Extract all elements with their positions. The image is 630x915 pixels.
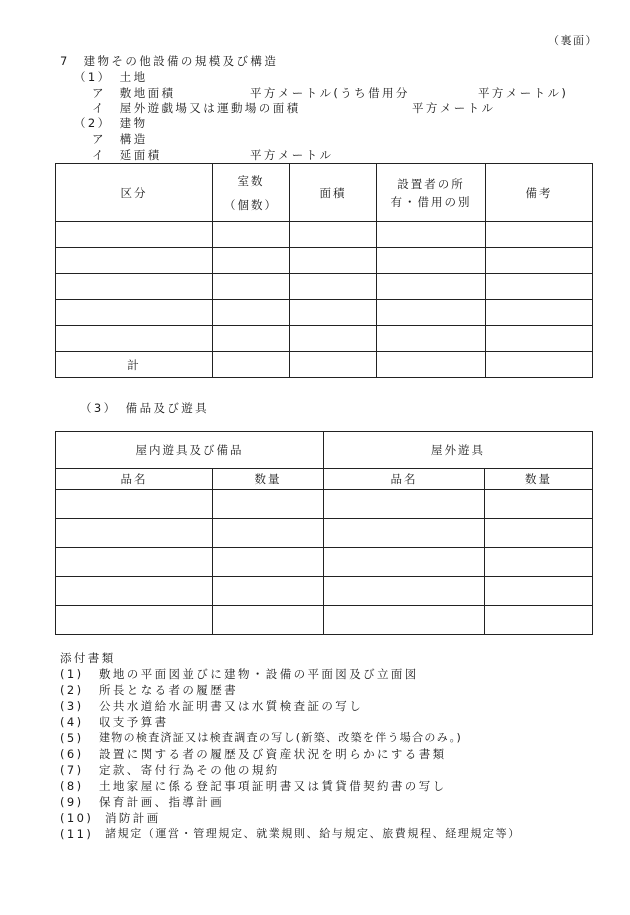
item-number: (3) xyxy=(60,699,84,713)
list-item xyxy=(60,763,620,779)
input-cell[interactable] xyxy=(486,300,593,326)
input-cell[interactable] xyxy=(486,326,593,352)
table-row xyxy=(56,248,593,274)
input-cell[interactable] xyxy=(56,490,213,519)
input-cell[interactable] xyxy=(213,490,324,519)
header-owner xyxy=(377,164,486,222)
input-cell[interactable] xyxy=(324,606,485,635)
floor-area-label: イ 延面積 xyxy=(92,148,162,162)
input-cell[interactable] xyxy=(213,352,290,378)
building-table xyxy=(55,163,593,378)
site-area-unit-close: 平方メートル) xyxy=(478,86,569,100)
input-cell[interactable] xyxy=(377,326,486,352)
outdoor-header: 屋外遊具 xyxy=(324,432,593,469)
input-cell[interactable] xyxy=(290,300,377,326)
input-cell[interactable] xyxy=(213,222,290,248)
input-cell[interactable] xyxy=(377,300,486,326)
input-cell[interactable] xyxy=(486,248,593,274)
input-cell[interactable] xyxy=(56,274,213,300)
total-label: 計 xyxy=(56,352,213,378)
item-text: 設置に関する者の履歴及び資産状況を明らかにする書類 xyxy=(99,747,447,761)
item-number: (10) xyxy=(60,811,94,825)
building-heading: （2） 建物 xyxy=(74,116,148,130)
list-item xyxy=(60,779,620,795)
item-text: 諸規定（運営・管理規定、就業規則、給与規定、旅費規程、経理規定等） xyxy=(105,827,521,840)
input-cell[interactable] xyxy=(56,548,213,577)
input-cell[interactable] xyxy=(377,248,486,274)
input-cell[interactable] xyxy=(377,274,486,300)
input-cell[interactable] xyxy=(324,519,485,548)
input-cell[interactable] xyxy=(290,222,377,248)
input-cell[interactable] xyxy=(290,352,377,378)
list-item xyxy=(60,827,620,843)
input-cell[interactable] xyxy=(377,222,486,248)
input-cell[interactable] xyxy=(485,519,593,548)
input-cell[interactable] xyxy=(485,548,593,577)
input-cell[interactable] xyxy=(56,577,213,606)
table-row xyxy=(56,577,593,606)
indoor-item-header: 品名 xyxy=(56,469,213,490)
item-text: 公共水道給水証明書又は水質検査証の写し xyxy=(99,699,364,713)
item-number: (5) xyxy=(60,731,84,745)
header-rooms-line1: 室数 xyxy=(237,173,265,188)
input-cell[interactable] xyxy=(377,352,486,378)
item-text: 土地家屋に係る登記事項証明書又は賃貸借契約書の写し xyxy=(99,779,447,793)
item-text: 敷地の平面図並びに建物・設備の平面図及び立面図 xyxy=(99,667,419,681)
input-cell[interactable] xyxy=(56,248,213,274)
indoor-header: 屋内遊具及び備品 xyxy=(56,432,324,469)
item-text: 収支予算書 xyxy=(99,715,169,729)
site-area-label: ア 敷地面積 xyxy=(92,86,176,100)
playground-area-label: イ 屋外遊戯場又は運動場の面積 xyxy=(92,101,301,115)
site-area-unit: 平方メートル(うち借用分 xyxy=(250,86,410,100)
item-number: (1) xyxy=(60,667,84,681)
input-cell[interactable] xyxy=(290,248,377,274)
input-cell[interactable] xyxy=(324,490,485,519)
input-cell[interactable] xyxy=(324,548,485,577)
input-cell[interactable] xyxy=(213,248,290,274)
header-area: 面積 xyxy=(290,164,377,222)
header-owner-line2: 有・借用の別 xyxy=(390,194,472,209)
input-cell[interactable] xyxy=(486,352,593,378)
list-item xyxy=(60,715,620,731)
item-text: 定款、寄付行為その他の規約 xyxy=(99,763,280,777)
list-item xyxy=(60,667,620,683)
outdoor-item-header: 品名 xyxy=(324,469,485,490)
input-cell[interactable] xyxy=(290,274,377,300)
land-heading: （1） 土地 xyxy=(74,70,148,84)
header-rooms-line2: （個数） xyxy=(224,197,278,212)
outdoor-qty-header: 数量 xyxy=(485,469,593,490)
input-cell[interactable] xyxy=(486,222,593,248)
table-total-row xyxy=(56,352,593,378)
input-cell[interactable] xyxy=(324,577,485,606)
header-rooms xyxy=(213,164,290,222)
input-cell[interactable] xyxy=(486,274,593,300)
structure-label: ア 構造 xyxy=(92,132,148,146)
input-cell[interactable] xyxy=(485,490,593,519)
attachments-list xyxy=(60,667,620,843)
list-item xyxy=(60,699,620,715)
input-cell[interactable] xyxy=(213,519,324,548)
item-number: (4) xyxy=(60,715,84,729)
list-item xyxy=(60,811,620,827)
item-text: 所長となる者の履歴書 xyxy=(99,683,238,697)
table-row xyxy=(56,490,593,519)
header-note: 備考 xyxy=(486,164,593,222)
input-cell[interactable] xyxy=(213,606,324,635)
input-cell[interactable] xyxy=(213,548,324,577)
attachments-title: 添付書類 xyxy=(60,651,116,665)
header-owner-line1: 設置者の所 xyxy=(397,176,465,191)
item-number: (8) xyxy=(60,779,84,793)
table-row xyxy=(56,548,593,577)
indoor-qty-header: 数量 xyxy=(213,469,324,490)
input-cell[interactable] xyxy=(213,300,290,326)
input-cell[interactable] xyxy=(56,519,213,548)
item-number: (7) xyxy=(60,763,84,777)
item-text: 保育計画、指導計画 xyxy=(99,795,225,809)
list-item xyxy=(60,683,620,699)
equipment-heading: （3） 備品及び遊具 xyxy=(80,401,210,415)
input-cell[interactable] xyxy=(213,577,324,606)
table-row xyxy=(56,274,593,300)
input-cell[interactable] xyxy=(213,326,290,352)
input-cell[interactable] xyxy=(56,326,213,352)
header-kubun: 区分 xyxy=(56,164,213,222)
item-text: 建物の検査済証又は検査調査の写し(新築、改築を伴う場合のみ。) xyxy=(99,731,463,744)
list-item xyxy=(60,731,620,747)
item-number: (6) xyxy=(60,747,84,761)
page-side-label: （裏面） xyxy=(548,34,598,47)
item-text: 消防計画 xyxy=(105,811,161,825)
input-cell[interactable] xyxy=(290,326,377,352)
item-number: (9) xyxy=(60,795,84,809)
list-item xyxy=(60,747,620,763)
list-item xyxy=(60,795,620,811)
table-row xyxy=(56,300,593,326)
floor-area-unit: 平方メートル xyxy=(250,148,334,162)
playground-area-unit: 平方メートル xyxy=(412,101,496,115)
input-cell[interactable] xyxy=(56,222,213,248)
table-row xyxy=(56,222,593,248)
input-cell[interactable] xyxy=(56,300,213,326)
input-cell[interactable] xyxy=(485,577,593,606)
table-row xyxy=(56,326,593,352)
item-number: (2) xyxy=(60,683,84,697)
item-number: (11) xyxy=(60,827,94,841)
equipment-table xyxy=(55,431,593,635)
section-title: 7 建物その他設備の規模及び構造 xyxy=(60,54,279,68)
input-cell[interactable] xyxy=(213,274,290,300)
table-row xyxy=(56,519,593,548)
table-row xyxy=(56,606,593,635)
input-cell[interactable] xyxy=(485,606,593,635)
input-cell[interactable] xyxy=(56,606,213,635)
